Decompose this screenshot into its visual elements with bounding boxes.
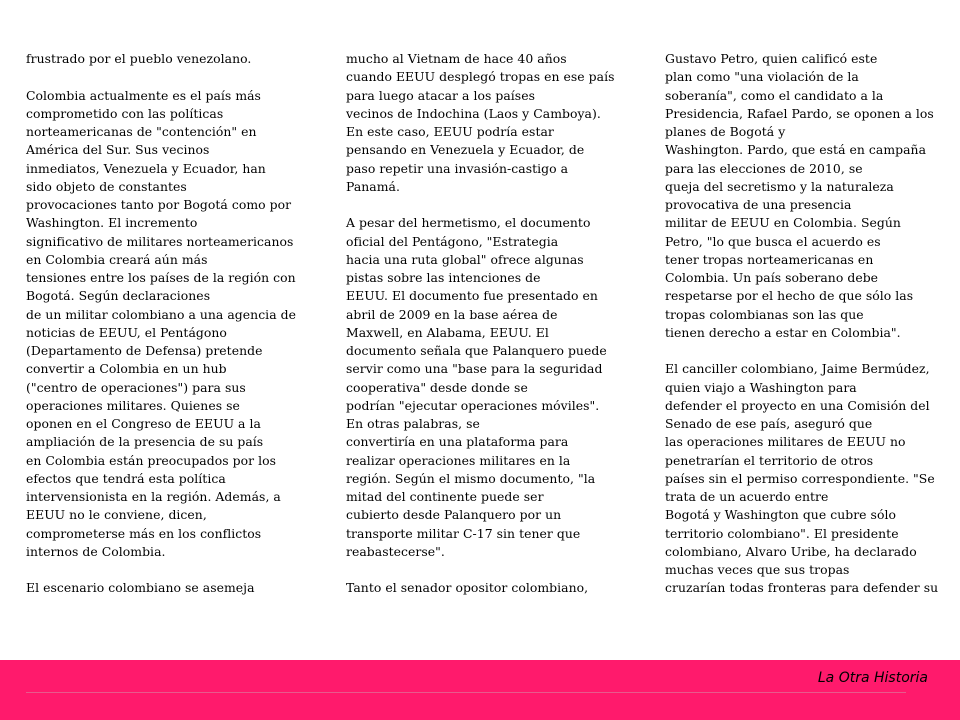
- text-column-3: [665, 50, 955, 598]
- text-line: territorio colombiano". El presidente: [665, 525, 899, 541]
- text-line: Colombia. Un país soberano debe: [665, 270, 879, 285]
- text-line: Colombia actualmente es el país más: [26, 87, 261, 103]
- text-line: Bogotá y Washington que cubre sólo: [665, 507, 896, 523]
- text-line: operaciones militares. Quienes se: [26, 397, 240, 413]
- text-line: Tanto el senador opositor colombiano,: [346, 580, 589, 596]
- text-line: soberanía", como el candidato a la: [665, 87, 884, 103]
- text-line: para luego atacar a los países: [346, 87, 535, 103]
- text-line: militar de EEUU en Colombia. Según: [665, 215, 901, 231]
- text-line: paso repetir una invasión-castigo a: [346, 160, 569, 176]
- text-line: pensando en Venezuela y Ecuador, de: [346, 142, 585, 158]
- text-line: internos de Colombia.: [26, 543, 166, 559]
- text-line: Presidencia, Rafael Pardo, se oponen a los: [665, 105, 934, 121]
- text-line: intervensionista en la región. Además, a: [26, 489, 281, 504]
- text-line: países sin el permiso correspondiente. "Se: [665, 470, 935, 486]
- paragraph-gap: [346, 561, 636, 579]
- text-line: defender el proyecto en una Comisión del: [665, 397, 930, 413]
- text-line: El escenario colombiano se asemeja: [26, 580, 255, 596]
- text-line: muchas veces que sus tropas: [665, 562, 850, 577]
- text-line: Bogotá. Según declaraciones: [26, 288, 211, 304]
- text-line: Washington. Pardo, que está en campaña: [665, 142, 927, 158]
- text-line: En este caso, EEUU podría estar: [346, 124, 554, 139]
- text-line: inmediatos, Venezuela y Ecuador, han: [26, 160, 266, 176]
- text-column-1: [26, 50, 316, 598]
- text-line: tienen derecho a estar en Colombia".: [665, 324, 901, 340]
- text-line: ampliación de la presencia de su país: [26, 434, 264, 450]
- text-line: las operaciones militares de EEUU no: [665, 434, 906, 450]
- footer-divider: [26, 692, 906, 693]
- text-line: hacia una ruta global" ofrece algunas: [346, 251, 584, 267]
- text-line: efectos que tendrá esta política: [26, 470, 226, 486]
- text-line: tensiones entre los países de la región con: [26, 270, 296, 285]
- footer-bar: [0, 660, 960, 720]
- text-line: frustrado por el pueblo venezolano.: [26, 51, 252, 66]
- text-line: abril de 2009 en la base aérea de: [346, 306, 558, 322]
- text-line: En otras palabras, se: [346, 416, 480, 431]
- text-line: vecinos de Indochina (Laos y Camboya).: [346, 105, 601, 121]
- text-line: realizar operaciones militares en la: [346, 452, 571, 468]
- text-line: Panamá.: [346, 178, 400, 194]
- text-line: significativo de militares norteamericanos: [26, 233, 294, 249]
- text-line: EEUU no le conviene, dicen,: [26, 507, 207, 523]
- text-line: en Colombia están preocupados por los: [26, 452, 277, 468]
- text-line: (Departamento de Defensa) pretende: [26, 343, 263, 358]
- text-line: América del Sur. Sus vecinos: [26, 142, 210, 158]
- text-line: Washington. El incremento: [26, 215, 198, 231]
- text-line: provocaciones tanto por Bogotá como por: [26, 197, 292, 212]
- text-line: trata de un acuerdo entre: [665, 489, 829, 504]
- text-line: oponen en el Congreso de EEUU a la: [26, 416, 261, 431]
- paragraph-gap: [26, 561, 316, 579]
- text-line: EEUU. El documento fue presentado en: [346, 288, 598, 304]
- text-line: tener tropas norteamericanas en: [665, 251, 874, 267]
- text-line: convertiría en una plataforma para: [346, 434, 569, 450]
- text-line: respetarse por el hecho de que sólo las: [665, 288, 914, 304]
- text-line: quien viajo a Washington para: [665, 379, 857, 395]
- text-line: servir como una "base para la seguridad: [346, 361, 603, 377]
- text-line: cubierto desde Palanquero por un: [346, 507, 562, 523]
- text-line: convertir a Colombia en un hub: [26, 361, 227, 377]
- text-line: ("centro de operaciones") para sus: [26, 379, 246, 395]
- text-line: Senado de ese país, aseguró que: [665, 416, 873, 431]
- text-line: Petro, "lo que busca el acuerdo es: [665, 233, 881, 249]
- text-line: norteamericanas de "contención" en: [26, 124, 257, 139]
- text-line: cruzarían todas fronteras para defender su: [665, 580, 939, 596]
- text-line: pistas sobre las intenciones de: [346, 270, 541, 285]
- text-line: mitad del continente puede ser: [346, 489, 544, 504]
- text-line: cooperativa" desde donde se: [346, 379, 528, 395]
- text-line: penetrarían el territorio de otros: [665, 452, 874, 468]
- text-line: oficial del Pentágono, "Estrategia: [346, 233, 559, 249]
- text-line: de un militar colombiano a una agencia de: [26, 306, 296, 322]
- text-line: plan como "una violación de la: [665, 69, 859, 85]
- text-line: sido objeto de constantes: [26, 178, 187, 194]
- text-line: en Colombia creará aún más: [26, 251, 208, 267]
- paragraph-gap: [665, 342, 955, 360]
- text-line: comprometerse más en los conflictos: [26, 525, 262, 541]
- paragraph-gap: [346, 196, 636, 214]
- text-line: cuando EEUU desplegó tropas en ese país: [346, 69, 615, 85]
- footer-title: La Otra Historia: [817, 670, 928, 686]
- text-line: queja del secretismo y la naturaleza: [665, 178, 894, 194]
- text-line: Gustavo Petro, quien calificó este: [665, 51, 878, 66]
- text-line: podrían "ejecutar operaciones móviles".: [346, 397, 600, 413]
- text-line: comprometido con las políticas: [26, 105, 224, 121]
- text-line: documento señala que Palanquero puede: [346, 343, 607, 358]
- text-line: tropas colombianas son las que: [665, 306, 864, 322]
- text-line: provocativa de una presencia: [665, 197, 852, 212]
- text-line: A pesar del hermetismo, el documento: [346, 215, 591, 231]
- text-line: reabastecerse".: [346, 543, 445, 559]
- text-line: noticias de EEUU, el Pentágono: [26, 324, 227, 340]
- text-line: mucho al Vietnam de hace 40 años: [346, 51, 567, 66]
- text-line: transporte militar C-17 sin tener que: [346, 525, 581, 541]
- text-line: región. Según el mismo documento, "la: [346, 470, 596, 486]
- text-line: para las elecciones de 2010, se: [665, 160, 863, 176]
- paragraph-gap: [26, 68, 316, 86]
- text-column-2: [346, 50, 636, 598]
- text-line: El canciller colombiano, Jaime Bermúdez,: [665, 361, 930, 377]
- text-line: colombiano, Alvaro Uribe, ha declarado: [665, 543, 917, 559]
- text-line: planes de Bogotá y: [665, 124, 786, 139]
- text-line: Maxwell, en Alabama, EEUU. El: [346, 324, 549, 340]
